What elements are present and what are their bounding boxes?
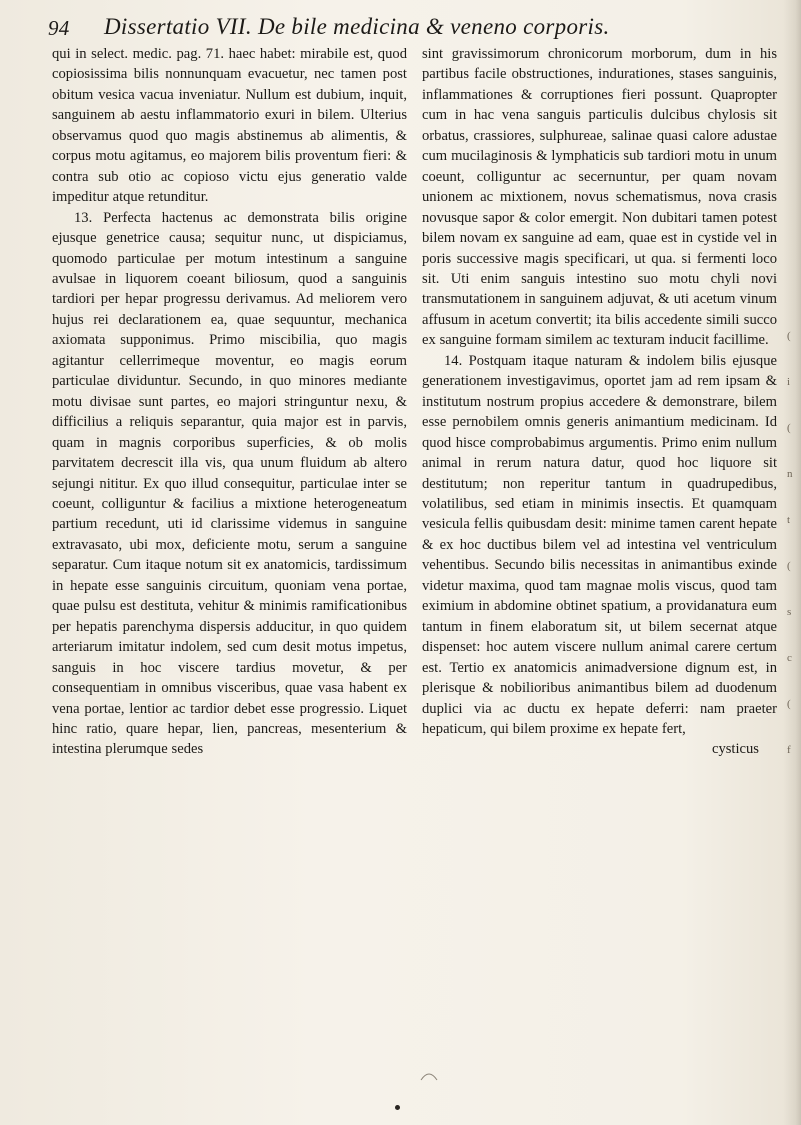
edge-bleed-marks: ( i ( n t ( s c ( f bbox=[787, 330, 793, 756]
right-column bbox=[422, 44, 777, 760]
catchword: cysticus bbox=[711, 741, 759, 758]
running-header bbox=[48, 12, 778, 46]
page-number: 94 bbox=[48, 16, 70, 40]
left-paragraph-2: 13. Perfecta hactenus ac demonstrata bilis origine ejusque genetrice causa; sequitur nunc, ut dispiciamus, quomodo particulae per motum intestinum a sanguine avulsae in liquorem coeant biliosum, quod a sanguinis tardiori per hepar progressu derivamus. Ad meliorem vero hujus rei declarationem ea, quae sequuntur, mechanica axiomata supponimus. Primo miscibilia, quo magis agitantur cellerrimeque moventur, eo magis eorum particulae dividuntur. Secundo, in quo minores mediante motu divisae sunt partes, eo majori stringuntur nexu, & difficilius a reliquis separantur, quia major est in parvis, quam in magnis corporibus superficies, & ob molis parvitatem decrescit illa vis, qua unum fluidum ab altero sejungi nititur. Ex quo illud consequitur, particulae inter se coeunt, colliguntur & facilius a mixtione heterogeneatum partium recedunt, uti id clarissime videmus in sanguine extravasato, ubi mox, deficiente motu, serum a sanguine separatur. Cum itaque notum sit ex anatomicis, tardissimum in hepate esse sanguinis circuitum, quoniam vena portae, quae pulsu est destituta, vehitur & minimis ramificationibus per hepatis parenchyma dispersis adducitur, in quo quidem arteriarum imitatur indolem, sed cum desit motus impetus, sanguis in hoc viscere tardius movetur, & per consequentiam in omnibus visceribus, quae vasa habent ex vena portae, lentior ac tardior debet esse progressio. Liquet hinc ratio, quare hepar, lien, pancreas, mesenterium & intestina plerumque sedes bbox=[52, 209, 407, 758]
left-column bbox=[52, 44, 407, 760]
running-title: Dissertatio VII. De bile medicina & veneno corporis. bbox=[104, 14, 610, 39]
left-paragraph-1: qui in select. medic. pag. 71. haec habet: mirabile est, quod copiosissima bilis nonnunquam evacuetur, nec tamen post obitum vesica vacua inveniatur. Nullum est dubium, inquit, sanguinem ab aestu inflammatorio exuri in bilem. Ulterius observamus quod quo magis abstinemus ab alimentis, & corpus motu agitamus, eo majorem bilis proventum fieri: & contra sub otio ac copioso victu ejus generatio valde impeditur atque retunditur. bbox=[52, 46, 407, 206]
page-edge-shadow bbox=[783, 0, 801, 1125]
ink-dot bbox=[395, 1105, 400, 1110]
right-paragraph-2: 14. Postquam itaque naturam & indolem bilis ejusque generationem investigavimus, oportet jam ad rem ipsam & institutum nostrum propius accedere & demonstrare, bilem esse pernobilem omnis generis animantium medicinam. Id quod hisce comprobabimus argumentis. Primo enim nullum animal in rerum natura datur, quod hoc liquore sit destitutum; non reperitur tantum in quadrupedibus, volatilibus, sed etiam in minimis insectis. Et quamquam vesicula fellis quibusdam desit: minime tamen carent hepate & ex hoc ductibus bilem vel ad intestina vel ventriculum vehentibus. Secundo bilis necessitas in animantibus exinde videtur maxima, quod tam magnae molis viscus, quod tam eximium in abdomine obtinet spatium, a providanatura eum tantum in finem elaboratum sit, ut bilem secernat atque dispenset: hoc autem viscere nullum animal carere certum est. Tertio ex anatomicis animadversione dignum est, in plerisque & nobilioribus animantibus bilem ad duodenum duplici via ac ductu ex hepate deferri: nam praeter hepaticum, qui bilem proxime ex hepate fert, bbox=[422, 352, 777, 737]
right-paragraph-1: sint gravissimorum chronicorum morborum, dum in his partibus facile obstructiones, indurationes, stases sanguinis, inflammationes & corruptiones fieri possunt. Quapropter cum in hac vena sanguis particulis dulcibus chylosis sit orbatus, crassiores, sulphureae, salinae quasi calore adustae cum mucilaginosis & lymphaticis sub tardiori motu in unum coeunt, colliguntur ac secernuntur, per quam novam unionem ac mixtionem, novus schematismus, nova crasis novusque sapor & color emergit. Non dubitari tamen potest bilem novam ex sanguine ad eam, quae est in cystide vel in poris successive magis specificari, ut qua. si fermenti loco sit. Uti enim sanguis intestino suo motu chyli novi transmutationem in sanguinem adjuvat, & uti acetum vinum affusum in acetum convertit; ita bilis accedente simili succo ex sanguine formam similem ac texturam inducit facillime. bbox=[422, 46, 777, 349]
ink-mark-icon bbox=[420, 1070, 438, 1082]
text-columns bbox=[52, 44, 782, 1079]
